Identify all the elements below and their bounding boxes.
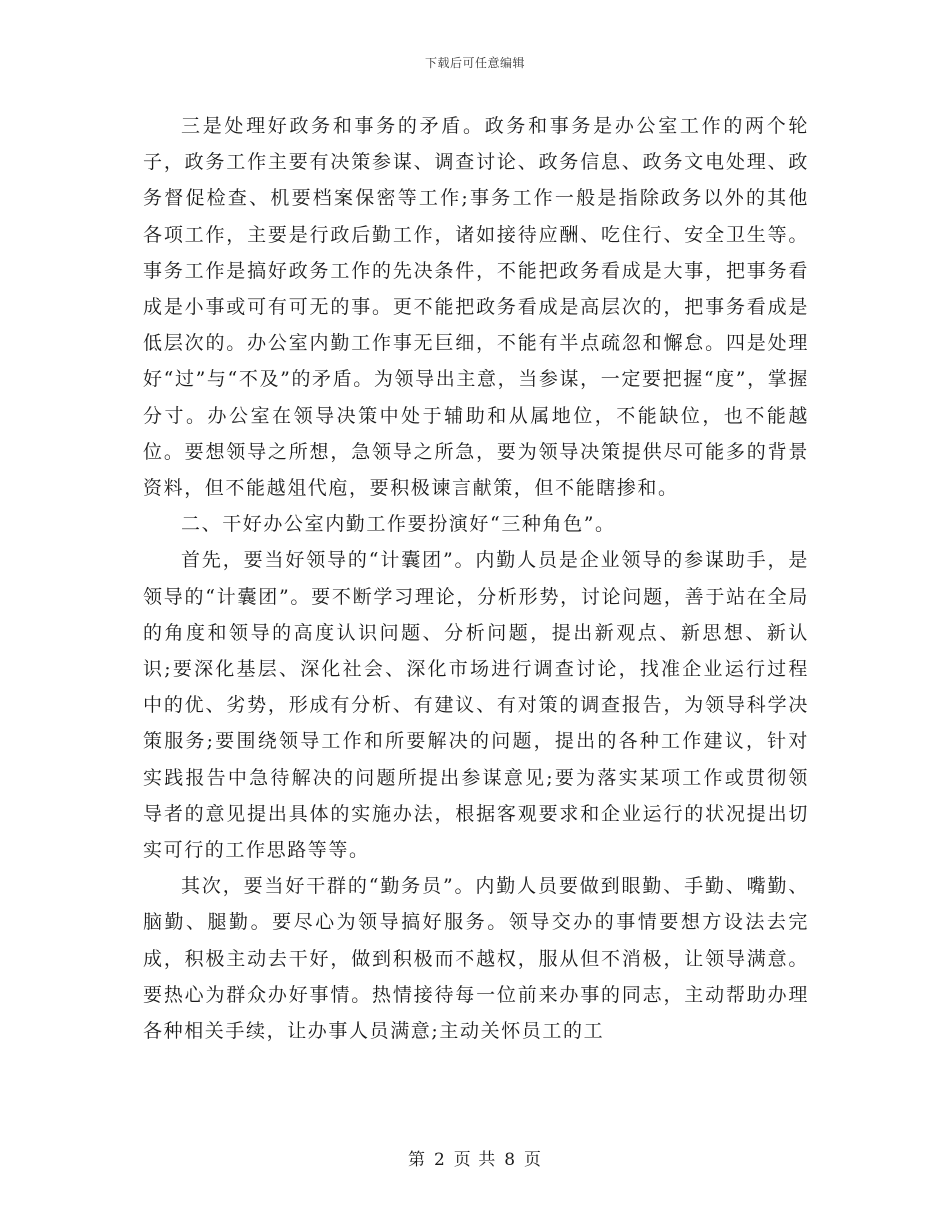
page-suffix: 页 [524, 1150, 543, 1170]
paragraph-2-section-heading: 二、干好办公室内勤工作要扮演好“三种角色”。 [181, 513, 616, 536]
paragraph-4: 其次，要当好干群的“勤务员”。内勤人员要做到眼勤、手勤、嘴勤、脑勤、腿勤。要尽心为领导搞好服务。领导交办的事情要想方设法去完成，积极主动去干好，做到积极而不越权，服从但不消极，让领导满意。要热心为群众办好事情。热情接待每一位前来办事的同志，主动帮助办理各种相关手续，让办事人员满意;主动关怀员工的工 [143, 875, 809, 1043]
page-prefix: 第 [407, 1150, 426, 1170]
page-total: 8 [504, 1150, 517, 1170]
document-body [143, 108, 809, 1049]
page-number-footer [0, 1145, 950, 1170]
page-header-note: 下载后可任意编辑 [424, 56, 525, 70]
page-current: 2 [433, 1150, 446, 1170]
paragraph-1: 三是处理好政务和事务的矛盾。政务和事务是办公室工作的两个轮子，政务工作主要有决策参谋、调查讨论、政务信息、政务文电处理、政务督促检查、机要档案保密等工作;事务工作一般是指除政务以外的其他各项工作，主要是行政后勤工作，诸如接待应酬、吃住行、安全卫生等。事务工作是搞好政务工作的先决条件，不能把政务看成是大事，把事务看成是小事或可有可无的事。更不能把政务看成是高层次的，把事务看成是低层次的。办公室内勤工作事无巨细，不能有半点疏忽和懈怠。四是处理好“过”与“不及”的矛盾。为领导出主意，当参谋，一定要把握“度”，掌握分寸。办公室在领导决策中处于辅助和从属地位，不能缺位，也不能越位。要想领导之所想，急领导之所急，要为领导决策提供尽可能多的背景资料，但不能越俎代庖，要积极谏言献策，但不能瞎掺和。 [143, 115, 809, 500]
page-mid: 页 共 [453, 1150, 497, 1170]
paragraph-3: 首先，要当好领导的“计囊团”。内勤人员是企业领导的参谋助手，是领导的“计囊团”。要不断学习理论，分析形势，讨论问题，善于站在全局的角度和领导的高度认识问题、分析问题，提出新观点、新思想、新认识;要深化基层、深化社会、深化市场进行调查讨论，找准企业运行过程中的优、劣势，形成有分析、有建议、有对策的调查报告，为领导科学决策服务;要围绕领导工作和所要解决的问题，提出的各种工作建议，针对实践报告中急待解决的问题所提出参谋意见;要为落实某项工作或贯彻领导者的意见提出具体的实施办法，根据客观要求和企业运行的状况提出切实可行的工作思路等等。 [143, 549, 809, 862]
